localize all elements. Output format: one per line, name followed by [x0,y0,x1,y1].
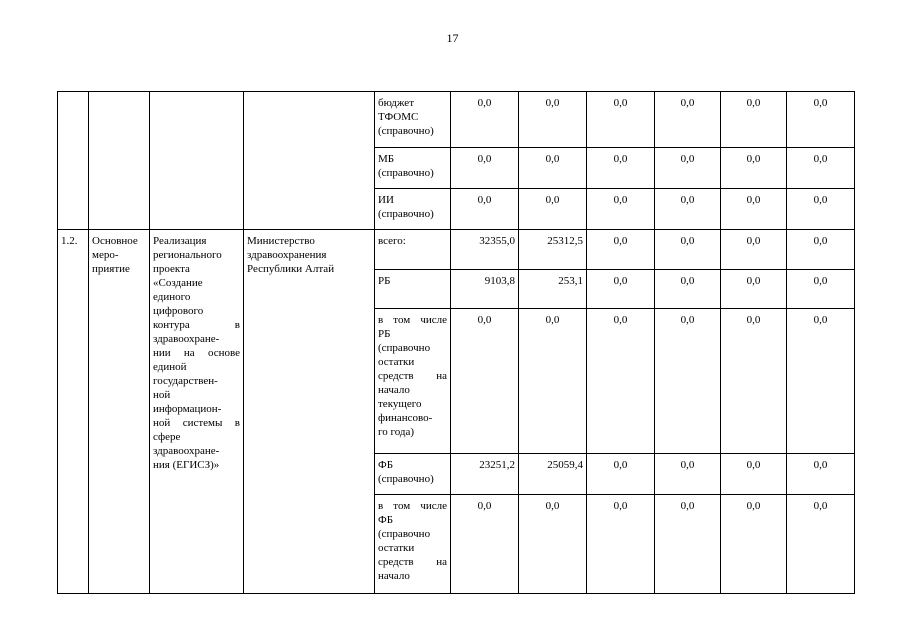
page-number: 17 [446,31,459,45]
item-executor-line: здравоохранения [247,249,327,261]
value-cell: 0,0 [451,309,519,454]
source-cell-line: бюджет [378,97,414,109]
value-cell: 0,0 [587,189,655,230]
item-name-line: ния (ЕГИСЗ)» [153,459,220,471]
value-cell: 0,0 [587,230,655,270]
value-cell: 0,0 [587,270,655,309]
value-cell: 0,0 [655,454,721,495]
value-cell: 0,0 [451,148,519,189]
value-cell: 0,0 [721,309,787,454]
value-cell: 0,0 [587,495,655,594]
item-type-line: Основное [92,235,138,247]
item-name-line: ной [153,389,171,401]
item-name-line: «Создание [153,277,203,289]
value-cell: 0,0 [721,495,787,594]
item-name [150,230,244,594]
value-cell: 0,0 [787,270,855,309]
item-name-line: контура в [153,319,240,331]
source-cell-line: (справочно [378,342,431,354]
value-cell: 9103,8 [451,270,519,309]
value-cell: 0,0 [451,189,519,230]
source-cell-line: (справочно) [378,208,434,220]
source-cell [375,92,451,148]
value-cell: 0,0 [519,148,587,189]
source-cell-line: (справочно) [378,473,434,485]
item-name-line: единого [153,291,191,303]
value-cell: 0,0 [519,495,587,594]
value-cell: 0,0 [655,270,721,309]
source-cell-line: остатки [378,356,415,368]
value-cell: 0,0 [787,92,855,148]
value-cell: 0,0 [451,92,519,148]
value-cell: 0,0 [721,454,787,495]
value-cell: 0,0 [721,92,787,148]
value-cell: 0,0 [655,495,721,594]
value-cell: 0,0 [655,189,721,230]
value-cell: 253,1 [519,270,587,309]
value-cell: 0,0 [721,230,787,270]
value-cell: 0,0 [787,309,855,454]
value-cell: 25059,4 [519,454,587,495]
item-name-line: ной системы в [153,417,240,429]
value-cell: 0,0 [587,92,655,148]
item-type [89,230,150,594]
source-cell-line: ТФОМС [378,111,419,123]
value-cell: 32355,0 [451,230,519,270]
value-cell: 0,0 [721,148,787,189]
number-cell [58,92,89,230]
value-cell: 23251,2 [451,454,519,495]
item-type-line: меро- [92,249,119,261]
item-name-line: здравоохране- [153,445,220,457]
source-cell-line: средств на [378,556,447,568]
item-name-line: сфере [153,431,181,443]
item-name-line: цифрового [153,305,204,317]
source-cell [375,309,451,454]
value-cell: 0,0 [587,309,655,454]
source-cell-line: РБ [378,275,391,287]
item-name-line: здравоохране- [153,333,220,345]
name-cell [150,92,244,230]
source-cell-line: (справочно) [378,167,434,179]
source-cell-line: в том числе [378,500,447,512]
source-cell-line: РБ [378,328,391,340]
source-cell-line: го года) [378,426,415,438]
item-name-line: проекта [153,263,190,275]
value-cell: 25312,5 [519,230,587,270]
source-cell-line: ФБ [378,459,394,471]
value-cell: 0,0 [721,189,787,230]
value-cell: 0,0 [519,309,587,454]
type-cell [89,92,150,230]
value-cell: 0,0 [787,495,855,594]
item-number: 1.2. [58,230,89,594]
source-cell [375,454,451,495]
value-cell: 0,0 [787,148,855,189]
value-cell: 0,0 [519,189,587,230]
source-cell-line: МБ [378,153,395,165]
item-executor-line: Министерство [247,235,315,247]
value-cell: 0,0 [655,309,721,454]
source-cell-line: начало [378,570,410,582]
item-name-line: единой [153,361,187,373]
item-executor [244,230,375,594]
source-cell-line: средств на [378,370,447,382]
value-cell: 0,0 [587,454,655,495]
value-cell: 0,0 [787,189,855,230]
value-cell: 0,0 [519,92,587,148]
item-name-line: нии на основе [153,347,240,359]
source-cell-line: (справочно) [378,125,434,137]
source-cell [375,270,451,309]
item-name-line: информацион- [153,403,222,415]
source-cell-line: ИИ [378,194,394,206]
source-cell-line: остатки [378,542,415,554]
source-cell [375,495,451,594]
value-cell: 0,0 [451,495,519,594]
table-row [58,92,855,148]
value-cell: 0,0 [721,270,787,309]
executor-cell [244,92,375,230]
table-row [58,230,855,270]
item-name-line: Реализация [153,235,207,247]
value-cell: 0,0 [587,148,655,189]
item-type-line: приятие [92,263,130,275]
source-cell-line: начало [378,384,410,396]
item-name-line: государствен- [153,375,218,387]
value-cell: 0,0 [655,148,721,189]
value-cell: 0,0 [655,92,721,148]
financing-table [57,91,855,594]
value-cell: 0,0 [787,454,855,495]
source-cell-line: (справочно [378,528,431,540]
value-cell: 0,0 [655,230,721,270]
source-cell [375,189,451,230]
source-cell [375,230,451,270]
source-cell-line: всего: [378,235,406,247]
source-cell [375,148,451,189]
item-name-line: регионального [153,249,222,261]
source-cell-line: текущего [378,398,422,410]
source-cell-line: в том числе [378,314,447,326]
item-executor-line: Республики Алтай [247,263,335,275]
source-cell-line: финансово- [378,412,433,424]
value-cell: 0,0 [787,230,855,270]
source-cell-line: ФБ [378,514,394,526]
